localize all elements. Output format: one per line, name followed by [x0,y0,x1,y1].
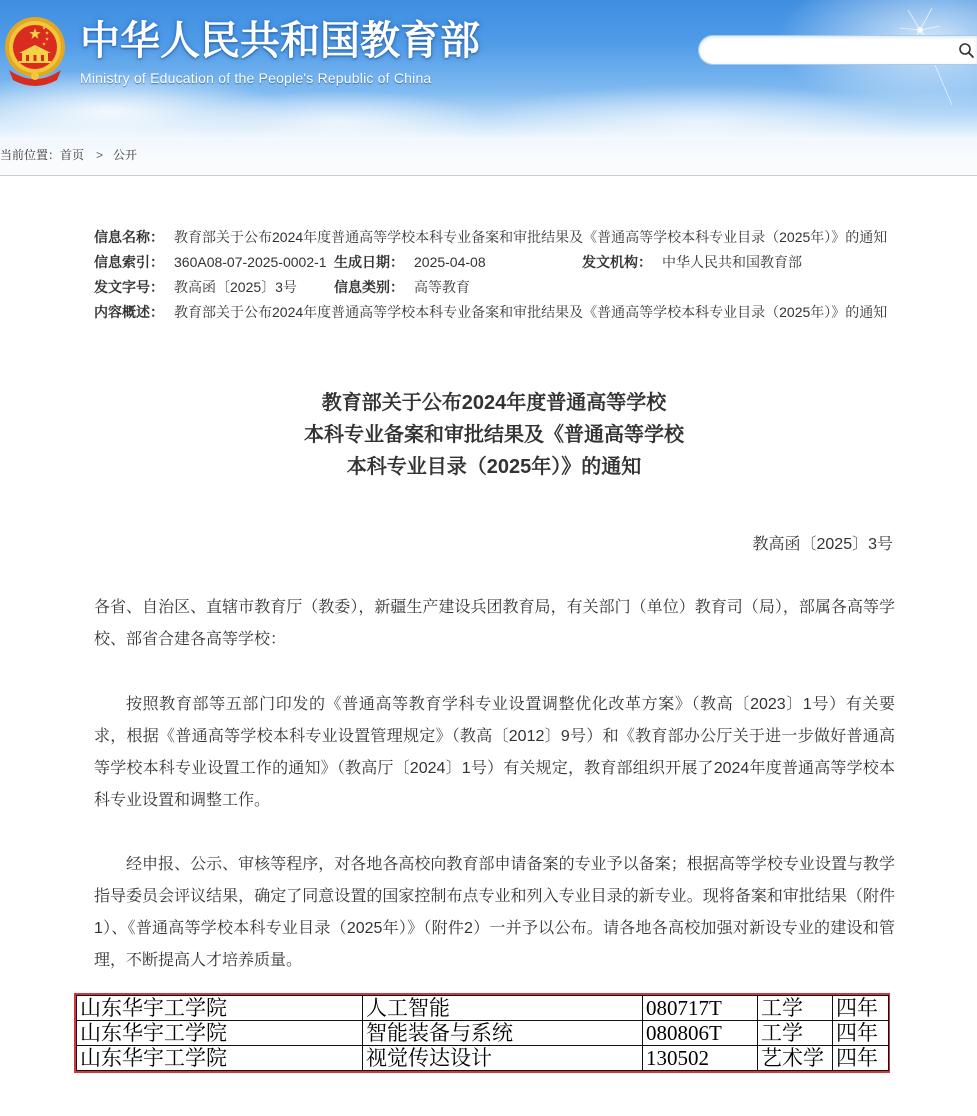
national-emblem-icon [3,14,67,88]
code-cell: 130502 [643,1046,758,1071]
article-title-line: 本科专业目录（2025年）》的通知 [346,456,642,478]
site-subtitle: Ministry of Education of the People's Republic of China [80,70,432,86]
info-name-value: 教育部关于公布2024年度普通高等学校本科专业备案和审批结果及《普通高等学校本科专业目录（2025年）》的通知 [174,229,888,245]
discipline-cell: 工学 [758,1021,833,1046]
site-title: 中华人民共和国教育部 [80,19,480,63]
article-title-line: 教育部关于公布2024年度普通高等学校 [321,392,667,414]
school-cell: 山东华宇工学院 [77,1046,363,1071]
duration-cell: 四年 [833,1021,889,1046]
info-category-value: 高等教育 [414,279,470,295]
major-cell: 视觉传达设计 [363,1046,643,1071]
code-cell: 080806T [643,1021,758,1046]
info-docno-value: 教高函〔2025〕3号 [174,279,297,295]
info-row-docno [94,275,954,300]
article-title-line: 本科专业备案和审批结果及《普通高等学校 [304,424,684,446]
breadcrumb-home-link[interactable]: 首页 [60,148,85,162]
info-date-label: 生成日期： [334,254,404,270]
info-docno-label: 发文字号： [94,279,164,295]
search-icon[interactable] [958,42,975,59]
article-paragraph-addressees: 各省、自治区、直辖市教育厅（教委），新疆生产建设兵团教育局，有关部门（单位）教育司（局），部属各高等学校、部省合建各高等学校： [94,599,895,648]
discipline-cell: 工学 [758,996,833,1021]
duration-cell: 四年 [833,996,889,1021]
info-index-label: 信息索引： [94,254,164,270]
info-org-value: 中华人民共和国教育部 [662,254,802,270]
school-cell: 山东华宇工学院 [77,1021,363,1046]
table-row [77,1046,889,1071]
school-cell: 山东华宇工学院 [77,996,363,1021]
article-paragraph: 经申报、公示、审核等程序，对各地各高校向教育部申请备案的专业予以备案；根据高等学校专业设置与教学指导委员会评议结果，确定了同意设置的国家控制布点专业和列入专业目录的新专业。现将备案和审批结果（附件1）、《普通高等学校本科专业目录（2025年）》（附件2）一并予以公布。请各地各高校加强对新设专业的建设和管理，不断提高人才培养质量。 [94,856,895,969]
table-row [77,996,889,1021]
info-index-value: 360A08-07-2025-0002-1 [174,254,327,270]
info-row-name [94,225,954,250]
document-number: 教高函〔2025〕3号 [752,536,893,553]
info-row-index [94,250,954,275]
attachment-table [76,995,889,1071]
table-row [77,1021,889,1046]
attachment-table-image [74,993,890,1073]
breadcrumb [0,140,977,176]
duration-cell: 四年 [833,1046,889,1071]
info-summary-value: 教育部关于公布2024年度普通高等学校本科专业备案和审批结果及《普通高等学校本科专业目录（2025年）》的通知 [174,304,888,320]
info-panel [94,225,954,325]
info-date-value: 2025-04-08 [414,254,486,270]
site-header [0,0,977,140]
code-cell: 080717T [643,996,758,1021]
info-category-label: 信息类别： [334,279,404,295]
breadcrumb-separator-icon: > [96,148,104,162]
discipline-cell: 艺术学 [758,1046,833,1071]
info-org-label: 发文机构： [582,254,652,270]
breadcrumb-label: 当前位置： [0,148,61,162]
search-input[interactable] [711,39,951,61]
breadcrumb-public-link[interactable]: 公开 [113,148,138,162]
info-name-label: 信息名称： [94,229,164,245]
article-paragraph: 按照教育部等五部门印发的《普通高等教育学科专业设置调整优化改革方案》（教高〔2023〕1号）有关要求，根据《普通高等学校本科专业设置管理规定》（教高〔2012〕9号）和《教育部办公厅关于进一步做好普通高等学校本科专业设置工作的通知》（教高厅〔2024〕1号）有关规定，教育部组织开展了2024年度普通高等学校本科专业设置和调整工作。 [94,696,895,809]
article-title [94,387,894,483]
info-summary-label: 内容概述： [94,304,164,320]
major-cell: 人工智能 [363,996,643,1021]
info-row-summary [94,300,954,325]
major-cell: 智能装备与系统 [363,1021,643,1046]
search-box [698,35,977,65]
